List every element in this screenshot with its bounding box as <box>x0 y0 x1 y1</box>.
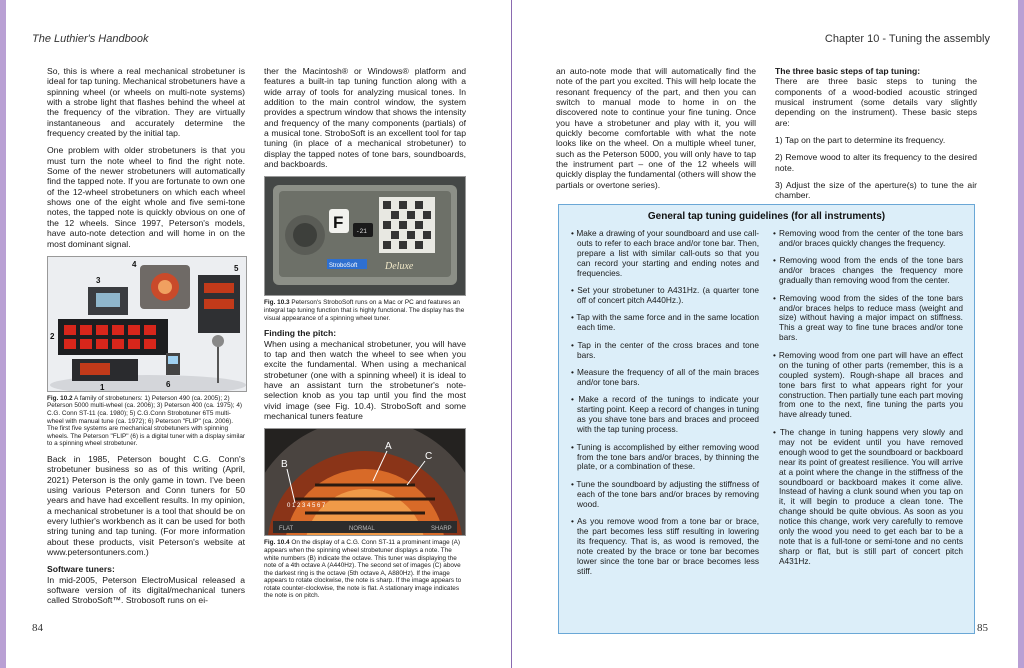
guideline-item: • Removing wood from one part will have an effect on the tuning of other parts (remember, this is a coupled system). Rough-shape all braces and tone bars first to what appears right for your construction. Then partially tune each part moving from one to the next, fine tuning the parts you have already tuned. <box>773 349 963 420</box>
guideline-item: • Measure the frequency of all of the main braces and/or tone bars. <box>571 367 759 387</box>
page-edge-left <box>0 0 6 668</box>
conn-display-illustration <box>265 429 465 535</box>
figure-caption-text: Peterson's StroboSoft runs on a Mac or PC and features an integral tap tuning function that is highly functional. The display has the visual appearance of a spinning wheel tuner. <box>264 299 465 322</box>
scale-flat: FLAT <box>279 526 294 533</box>
guideline-item: • Set your strobetuner to A431Hz. (a quarter tone off of concert pitch A440Hz.). <box>571 285 759 306</box>
strobosoft-illustration <box>265 177 465 295</box>
figure-caption-text: A family of strobetuners: 1) Peterson 490 (ca. 2005); 2) Peterson 5000 multi-wheel (ca. 2006); 3) Peterson 400 (ca. 1975); 4) C.G. Conn ST-11 (ca. 1980); 5) C.G.Conn Strobotuner 6T5 multi-wheel with manual tune (ca. 1972); 6) Peterson "FLIP" (ca. 2006). The first five systems are mechanical strobetuners with spinning wheels. The Peterson "FLIP" (6) is a digital tuner with a display similar to a spinning wheel strobetuner. <box>47 394 245 448</box>
figure-caption-label: Fig. 10.2 <box>47 394 73 402</box>
guideline-item: • Tap in the center of the cross braces and tone bars. <box>571 339 759 360</box>
page-number-left: 84 <box>32 622 43 634</box>
brand-logo: StroboSoft <box>329 263 358 270</box>
subheading-software-tuners: Software tuners: <box>47 564 115 575</box>
figure-caption-label: Fig. 10.4 <box>264 539 290 547</box>
guidelines-left-column <box>571 229 759 584</box>
figure-caption <box>264 299 466 322</box>
guideline-item: • Make a drawing of your soundboard and use call-outs to refer to each brace and/or tone bar. Then, prepare a list with similar call-outs so that you can record your starting and ending notes and frequencies. <box>571 228 759 278</box>
guidelines-right-column <box>773 229 963 575</box>
fig-label: 6 <box>166 379 171 389</box>
guideline-item: • Removing wood from the center of the tone bars and/or braces quickly changes the frequency. <box>773 228 963 248</box>
paragraph: So, this is where a real mechanical strobetuner is ideal for tap tuning. Mechanical strobetuners have a spinning wheel (or wheels on multi-note systems) with a strobe light that flashes behind the wheel at the frequency of the vibration. They are virtually instantaneous and accurately determine the frequency created by the initial tap. <box>47 66 245 139</box>
svg-text:0 1 2 3 4 5 6 7: 0 1 2 3 4 5 6 7 <box>287 503 326 510</box>
paragraph: When using a mechanical strobetuner, you will have to tap and then watch the wheel to see when you excite the fundamental. When using a mechanical strobetuner (one with a spinning wheel) it is ideal to have an assistant turn the strobetuner's note-selection knob as you tap until you find the most vivid image (see Fig. 10.4). StroboSoft and some mechanical tuners feature <box>264 338 466 421</box>
running-head-left: The Luthier's Handbook <box>32 33 149 45</box>
display-cents: -21 <box>356 228 367 236</box>
running-head-right: Chapter 10 - Tuning the assembly <box>824 33 990 45</box>
guideline-item: • As you remove wood from a tone bar or brace, the part becomes less stiff resulting in lowering its frequency. That is, as wood is removed, the note created by the brace or tone bar becomes lower since the tone bar or brace becomes less stiff. <box>571 516 759 576</box>
section-heading: The three basic steps of tap tuning: <box>775 66 921 76</box>
figure-caption <box>264 539 466 600</box>
fig-label: 3 <box>96 275 101 285</box>
right-column-1 <box>556 66 756 197</box>
page-number-right: 85 <box>977 622 988 634</box>
figure-caption-text: On the display of a C.G. Conn ST-11 a prominent image (A) appears when the spinning wheel strobetuner displays a note. The white numbers (B) indicate the octave. This tuner was displaying the note of a 4th octave A (A440Hz). The second set of images (C) above the darkest ring is the octave (5th octave A, A880Hz). If the image appears to rotate clockwise, the note is sharp. If the image appears to rotate counter-clockwise, the note is flat. A stationary image indicates the note is on pitch. <box>264 539 462 600</box>
paragraph: an auto-note mode that will automatically find the note of the part you excited. This will help locate the resonant frequency of the part, and then you can switch to manual mode to home in on the discovered note to continue your fine tuning. Once you have a strobetuner and play with it, you will quickly become comfortable with what the note looks like on the wheel. On a multiple wheel tuner, such as the Peterson 5000, you will only have to tap the instrument part – one of the 12 wheels will quickly display the fundamental (others will show the partials or overtone series). <box>556 66 756 190</box>
page-edge-right <box>1018 0 1024 668</box>
figure-strobosoft-screenshot <box>264 176 466 296</box>
fig-label: 5 <box>234 263 239 273</box>
step: 2) Remove wood to alter its frequency to the desired note. <box>775 152 977 173</box>
paragraph: There are three basic steps to tuning the components of a wood-bodied acoustic stringed musical instrument (some details vary slightly depending on the instrument). These basic steps are: <box>775 76 977 128</box>
guidelines-title: General tap tuning guidelines (for all instruments) <box>647 211 886 222</box>
fig-label: 1 <box>100 382 105 391</box>
paragraph: One problem with older strobetuners is that you must turn the note wheel to find the right note. Some of the newer strobetuners will automatically find the tapped note. If you are fortunate to own one of the 12-wheel strobetuners on which each wheel shows one of the eight whole and five semi-tone notes, the tapped note is quickly obvious on one of the 12 wheels. Since 1997, Peterson's models, have auto-note detection and will home in on the most dominant signal. <box>47 145 245 249</box>
figure-caption <box>47 395 245 448</box>
scale-normal: NORMAL <box>349 526 375 533</box>
guidelines-box <box>558 204 975 634</box>
left-column-1 <box>47 66 245 613</box>
right-column-2 <box>775 66 977 208</box>
figure-strobetuners-photo <box>47 256 247 392</box>
scale-sharp: SHARP <box>431 526 452 533</box>
figure-conn-display-photo <box>264 428 466 536</box>
guideline-item: • The change in tuning happens very slowly and may not be evident until you have removed enough wood to get the soundboard or backboard near its point of greatest resilience. You will arrive at a point where the change in the stiffness of the soundboard or backboard makes it come alive. Instead of having a clunk sound when you tap on it, it will begin to produce a clean tone. The change should be quite obvious. As soon as you notice this change, work very carefully to remove only the wood you need to get each bar to be a note that is a full-tone or semi-tone and no cents sharp or flat, but is still part of concert pitch A431Hz. <box>773 426 963 567</box>
guideline-item: • Tuning is accomplished by either removing wood from the tone bars and/or braces, by thinning the plate, or a combination of these. <box>571 441 759 472</box>
figure-caption-label: Fig. 10.3 <box>264 299 290 307</box>
strobetuners-illustration <box>48 257 246 391</box>
left-column-2 <box>264 66 466 606</box>
subheading-finding-pitch: Finding the pitch: <box>264 328 337 339</box>
guideline-item: • Removing wood from the ends of the tone bars and/or braces changes the frequency more gradually than removing wood from the center. <box>773 255 963 286</box>
paragraph: ther the Macintosh® or Windows® platform and features a built-in tap tuning function along with a wide array of tools for analyzing musical tones. In addition to the main control window, the system provides a spectrum window that shows the intensity and frequency of the many components (partials) of a musical tone. StroboSoft is an excellent tool for tap tuning (in place of a mechanical strobetuner) to display the tapped notes of tone bars, soundboards, and backboards. <box>264 66 466 170</box>
guideline-item: • Tune the soundboard by adjusting the stiffness of each of the tone bars and/or braces by removing wood. <box>571 478 759 509</box>
guideline-item: • Make a record of the tunings to indicate your starting point. Keep a record of changes in tuning as you shave tone bars and braces and proceed with the tap tuning process. <box>571 394 759 435</box>
step: 3) Adjust the size of the aperture(s) to tune the air chamber. <box>775 180 977 201</box>
paragraph: Back in 1985, Peterson bought C.G. Conn's strobetuner business so as of this writing (April, 2021) Peterson is the only game in town. I've been using various Peterson and Conn tuners for 50 years and have had excellent results. In my opinion, a mechanical strobetuner is a tool that should be on every luthier's workbench as it can be used for both string tuning and tap tuning. (For more information about these products, visit Peterson's website at www.petersontuners.com.) <box>47 454 245 558</box>
callout-c: C <box>425 451 433 463</box>
guideline-item: • Removing wood from the sides of the tone bars and/or braces helps to reduce mass (weight and size) without having a major impact on stiffness. This a great way to fine tune braces and/or tone bars. <box>773 292 963 343</box>
paragraph: In mid-2005, Peterson ElectroMusical released a software version of its digital/mechanical tuners called StroboSoft™. Strobosoft runs on ei- <box>47 574 245 606</box>
display-note: F <box>333 213 344 233</box>
fig-label: 4 <box>132 259 137 269</box>
guideline-item: • Tap with the same force and in the same location each time. <box>571 312 759 333</box>
model-label: Deluxe <box>385 261 414 273</box>
fig-label: 2 <box>50 331 55 341</box>
callout-b: B <box>281 459 288 471</box>
step: 1) Tap on the part to determine its frequency. <box>775 135 946 146</box>
callout-a: A <box>385 441 392 453</box>
